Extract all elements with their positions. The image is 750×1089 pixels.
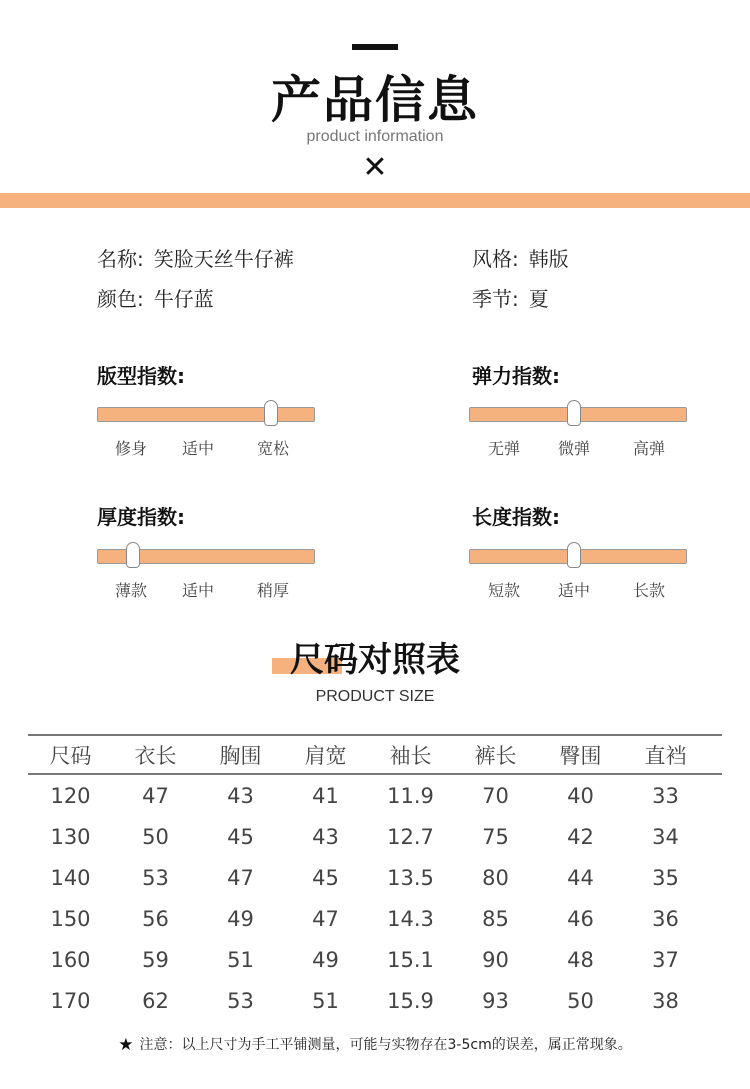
- index-length-tick-low: 短款: [487, 581, 520, 600]
- table-header-cell: 裤长: [474, 744, 517, 768]
- index-length-title: 长度指数:: [472, 505, 560, 529]
- close-icon: ✕: [362, 150, 388, 185]
- index-length-knob: [567, 542, 581, 568]
- index-thickness-title: 厚度指数:: [97, 505, 185, 529]
- measurement-note: [0, 1034, 750, 1055]
- table-header-cell: 胸围: [219, 744, 262, 768]
- table-header-cell: 袖长: [389, 744, 432, 768]
- table-cell: 37: [652, 948, 679, 972]
- table-cell: 33: [652, 784, 679, 808]
- table-cell: 15.9: [387, 989, 434, 1013]
- table-cell: 47: [142, 784, 169, 808]
- title-decoration-bar: [352, 44, 398, 50]
- index-elasticity-tick-high: 高弹: [632, 439, 665, 458]
- star-icon: ★: [118, 1035, 134, 1055]
- table-cell: 12.7: [387, 825, 434, 849]
- table-cell: 56: [142, 907, 169, 931]
- info-color-value: 牛仔蓝: [153, 287, 214, 311]
- table-cell: 11.9: [387, 784, 434, 808]
- index-fit-tick-mid: 适中: [181, 439, 214, 458]
- size-table: [28, 736, 722, 1026]
- table-cell: 51: [227, 948, 254, 972]
- table-cell: 14.3: [387, 907, 434, 931]
- size-chart-title: [0, 632, 750, 681]
- page-subtitle: product information: [306, 128, 444, 145]
- size-chart-subtitle: PRODUCT SIZE: [315, 688, 435, 705]
- table-cell: 80: [482, 866, 509, 890]
- table-cell: 70: [482, 784, 509, 808]
- table-header-cell: 直裆: [644, 744, 687, 768]
- table-header-cell: 衣长: [134, 744, 177, 768]
- index-thickness-tick-mid: 适中: [181, 581, 214, 600]
- table-cell: 170: [50, 989, 91, 1013]
- measurement-note-text: 注意：以上尺寸为手工平铺测量，可能与实物存在3-5cm的误差，属正常现象。: [139, 1037, 632, 1053]
- info-color-label: 颜色:: [97, 287, 144, 311]
- table-cell: 130: [50, 825, 91, 849]
- table-cell: 59: [142, 948, 169, 972]
- table-cell: 49: [227, 907, 254, 931]
- index-fit: [97, 360, 337, 460]
- index-elasticity-track: [469, 407, 687, 422]
- table-cell: 34: [652, 825, 679, 849]
- table-header-cell: 尺码: [49, 744, 92, 768]
- table-cell: 35: [652, 866, 679, 890]
- index-fit-track: [97, 407, 315, 422]
- index-fit-tick-high: 宽松: [256, 439, 289, 458]
- table-cell: 13.5: [387, 866, 434, 890]
- index-thickness-tick-high: 稍厚: [256, 581, 289, 600]
- table-cell: 47: [312, 907, 339, 931]
- accent-band: [0, 193, 750, 208]
- size-chart-title-text: 尺码对照表: [290, 640, 460, 680]
- table-cell: 43: [312, 825, 339, 849]
- info-style: [472, 243, 569, 272]
- info-name-label: 名称:: [97, 247, 144, 271]
- table-cell: 85: [482, 907, 509, 931]
- info-season-value: 夏: [528, 287, 549, 311]
- index-elasticity-title: 弹力指数:: [472, 364, 560, 388]
- index-thickness-knob: [126, 542, 140, 568]
- table-cell: 62: [142, 989, 169, 1013]
- page-title: 产品信息: [271, 71, 479, 129]
- info-season: [472, 283, 549, 312]
- table-cell: 44: [567, 866, 594, 890]
- index-elasticity-tick-low: 无弹: [487, 439, 520, 458]
- table-cell: 36: [652, 907, 679, 931]
- info-color: [97, 283, 214, 312]
- index-fit-knob: [264, 400, 278, 426]
- index-length-tick-high: 长款: [632, 581, 665, 600]
- table-cell: 50: [142, 825, 169, 849]
- info-season-label: 季节:: [472, 287, 519, 311]
- index-elasticity-tick-mid: 微弹: [557, 439, 590, 458]
- table-cell: 93: [482, 989, 509, 1013]
- index-thickness: [97, 501, 337, 601]
- table-cell: 15.1: [387, 948, 434, 972]
- table-cell: 41: [312, 784, 339, 808]
- table-cell: 120: [50, 784, 91, 808]
- index-thickness-track: [97, 549, 315, 564]
- info-name: [97, 243, 294, 272]
- index-elasticity: [469, 360, 709, 460]
- table-cell: 53: [227, 989, 254, 1013]
- table-cell: 160: [50, 948, 91, 972]
- index-length-track: [469, 549, 687, 564]
- table-cell: 90: [482, 948, 509, 972]
- index-length-tick-mid: 适中: [557, 581, 590, 600]
- table-cell: 45: [312, 866, 339, 890]
- table-cell: 50: [567, 989, 594, 1013]
- info-style-value: 韩版: [528, 247, 569, 271]
- table-cell: 43: [227, 784, 254, 808]
- table-cell: 40: [567, 784, 594, 808]
- info-name-value: 笑脸天丝牛仔裤: [153, 247, 294, 271]
- index-elasticity-knob: [567, 400, 581, 426]
- table-cell: 140: [50, 866, 91, 890]
- index-fit-title: 版型指数:: [97, 364, 185, 388]
- index-thickness-tick-low: 薄款: [114, 581, 147, 600]
- table-header-cell: 臀围: [559, 744, 602, 768]
- table-cell: 46: [567, 907, 594, 931]
- table-cell: 38: [652, 989, 679, 1013]
- table-cell: 42: [567, 825, 594, 849]
- table-cell: 45: [227, 825, 254, 849]
- table-cell: 150: [50, 907, 91, 931]
- table-header-cell: 肩宽: [304, 744, 347, 768]
- table-cell: 75: [482, 825, 509, 849]
- index-length: [469, 501, 709, 601]
- table-cell: 53: [142, 866, 169, 890]
- info-style-label: 风格:: [472, 247, 519, 271]
- index-fit-tick-low: 修身: [114, 439, 147, 458]
- table-cell: 47: [227, 866, 254, 890]
- table-cell: 49: [312, 948, 339, 972]
- table-cell: 48: [567, 948, 594, 972]
- table-cell: 51: [312, 989, 339, 1013]
